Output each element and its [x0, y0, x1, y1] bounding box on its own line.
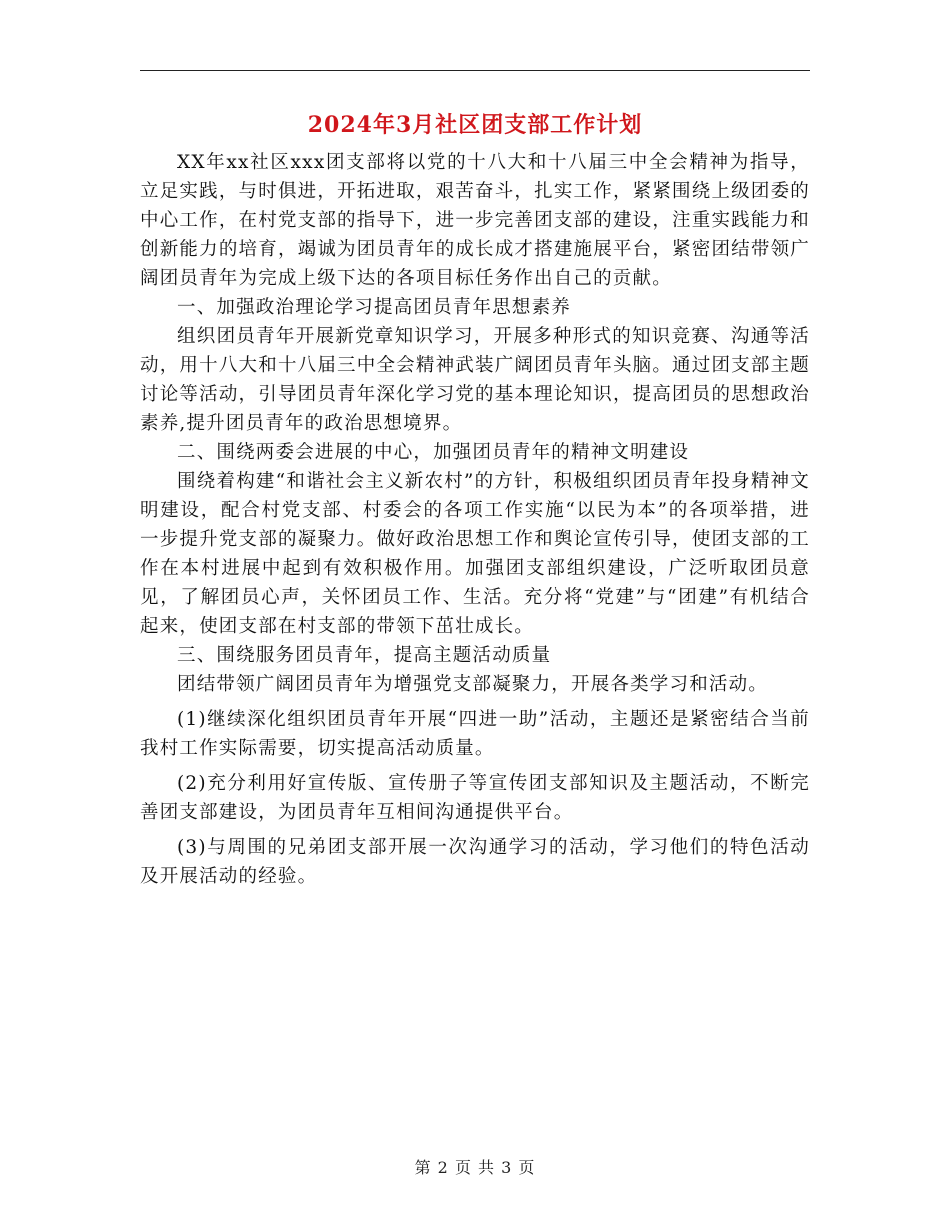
document-body — [140, 148, 810, 891]
paragraph-section-1: 组织团员青年开展新党章知识学习，开展多种形式的知识竞赛、沟通等活动，用十八大和十八届三中全会精神武装广阔团员青年头脑。通过团支部主题讨论等活动，引导团员青年深化学习党的基本理论知识，提高团员的思想政治素养,提升团员青年的政治思想境界。 — [140, 326, 810, 434]
list-item-2: (2)充分利用好宣传版、宣传册子等宣传团支部知识及主题活动，不断完善团支部建设，为团员青年互相间沟通提供平台。 — [140, 773, 810, 823]
section-heading-1: 一、加强政治理论学习提高团员青年思想素养 — [177, 297, 572, 318]
document-title: 2024年3月社区团支部工作计划 — [307, 112, 643, 138]
paragraph-section-2: 围绕着构建“和谐社会主义新农村”的方针，积极组织团员青年投身精神文明建设，配合村党支部、村委会的各项工作实施“以民为本”的各项举措，进一步提升党支部的凝聚力。做好政治思想工作和舆论宣传引导，使团支部的工作在本村进展中起到有效积极作用。加强团支部组织建设，广泛听取团员意见，了解团员心声，关怀团员工作、生活。充分将“党建”与“团建”有机结合起来，使团支部在村支部的带领下茁壮成长。 — [140, 471, 810, 637]
paragraph-intro: XX年xx社区xxx团支部将以党的十八大和十八届三中全会精神为指导，立足实践，与时俱进，开拓进取，艰苦奋斗，扎实工作，紧紧围绕上级团委的中心工作，在村党支部的指导下，进一步完善团支部的建设，注重实践能力和创新能力的培育，竭诚为团员青年的成长成才搭建施展平台，紧密团结带领广阔团员青年为完成上级下达的各项目标任务作出自己的贡献。 — [140, 152, 810, 289]
section-heading-3: 三、围绕服务团员青年，提高主题活动质量 — [177, 645, 552, 666]
header-rule — [140, 70, 810, 71]
list-item-3: (3)与周围的兄弟团支部开展一次沟通学习的活动，学习他们的特色活动及开展活动的经验。 — [140, 837, 810, 887]
paragraph-section-3: 团结带领广阔团员青年为增强党支部凝聚力，开展各类学习和活动。 — [177, 674, 769, 695]
section-heading-2: 二、围绕两委会进展的中心，加强团员青年的精神文明建设 — [177, 442, 690, 463]
list-item-1: (1)继续深化组织团员青年开展“四进一助”活动，主题还是紧密结合当前我村工作实际需要，切实提高活动质量。 — [140, 709, 810, 759]
page-footer: 第 2 页 共 3 页 — [414, 1158, 536, 1177]
